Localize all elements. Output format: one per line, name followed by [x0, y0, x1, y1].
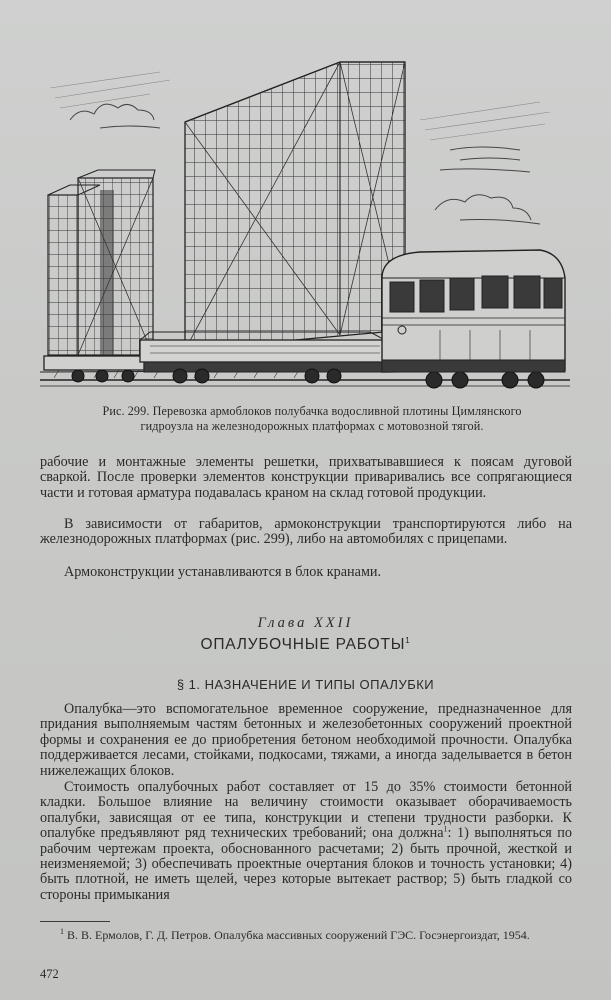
paragraph	[40, 702, 572, 779]
armature-tower-left	[48, 170, 155, 355]
paragraph-text: Армоконструкции устанавливаются в блок кранами.	[64, 564, 382, 580]
paragraph	[40, 455, 572, 501]
locomotive	[382, 250, 565, 372]
footnote-divider	[40, 921, 110, 922]
footnote-mark: 1	[443, 824, 448, 834]
chapter-title-text: ОПАЛУБОЧНЫЕ РАБОТЫ	[200, 636, 406, 653]
paragraph-text-part: Стоимость опалубочных работ составляет от 15 до 35% стоимости бетонной кладки. Большое влияние на величину стоимости оказывает оборачиваемость опалубки, зависящая от ее типа, конструкции и степени трудности разборки. К опалубке предъявляют ряд технических требований; она должна	[40, 779, 572, 842]
section-title: § 1. НАЗНАЧЕНИЕ И ТИПЫ ОПАЛУБКИ	[176, 677, 435, 692]
railway-flatcar-illustration	[40, 50, 580, 400]
footnote	[40, 928, 580, 943]
paragraph	[40, 517, 572, 548]
armature-tower-large	[185, 62, 405, 350]
footnote-mark: 1	[60, 927, 64, 936]
paragraph-text	[40, 780, 572, 903]
paragraph	[40, 780, 572, 903]
page-number: 472	[40, 967, 59, 981]
caption-line: Рис. 299. Перевозка армоблоков полубачка водосливной плотины Цимлянского	[102, 404, 522, 418]
footnote-mark: 1	[405, 635, 411, 645]
figure-caption	[62, 404, 562, 434]
paragraph-text: В зависимости от габаритов, армоконструкции транспортируются либо на железнодорожных платформах (рис. 299), либо на автомобилях с прицепами.	[40, 516, 572, 548]
paragraph-text: рабочие и монтажные элементы решетки, прихватывавшиеся к поясам дуговой сваркой. После проверки элементов конструкции приваривались все сопрягающиеся части и готовая арматура подавалась краном на склад готовой продукции.	[40, 454, 572, 501]
paragraph-text-part: : 1) выполняться по рабочим чертежам проекта, обоснованного расчетами; 2) быть прочной, жесткой и неизменяемой; 3) обеспечивать проектные очертания блоков и точность установки; 4) быть плотной, не иметь щелей, через которые вытекает раствор; 5) быть гладкой со стороны примыкания	[40, 825, 572, 903]
caption-line: гидроузла на железнодорожных платформах с мотовозной тягой.	[140, 419, 484, 433]
footnote-text: В. В. Ермолов, Г. Д. Петров. Опалубка массивных сооружений ГЭС. Госэнергоиздат, 1954.	[67, 928, 530, 942]
paragraph-text: Опалубка—это вспомогательное временное сооружение, предназначенное для придания выполняемым частям бетонных и железобетонных сооружений проектной формы и сохранения ее до приобретения бетоном необходимой прочности. Опалубка поддерживается лесами, стойками, подкосами, тяжами, а иногда заделывается в бетон нижележащих блоков.	[40, 701, 572, 779]
paragraph	[40, 565, 572, 580]
chapter-title	[0, 636, 611, 654]
chapter-number: Глава XXII	[257, 615, 354, 631]
